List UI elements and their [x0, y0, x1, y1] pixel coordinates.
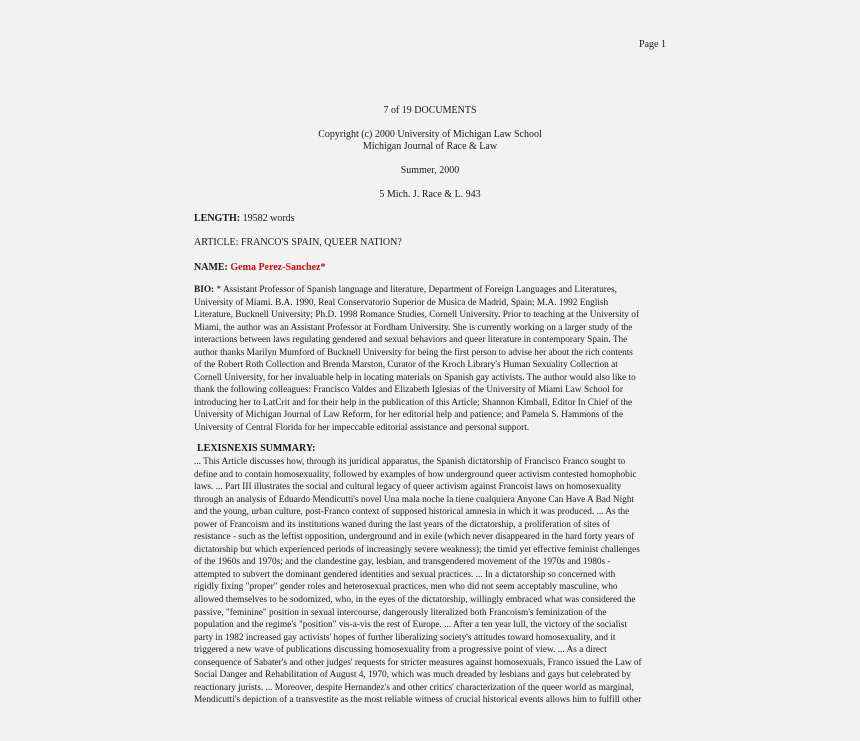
summary-line: rigidly fixing "proper" gender roles and heterosexual practices, men who did not seem acceptably masculine, who: [194, 582, 618, 593]
summary-line: of the 1960s and 1970s; and the clandestine gay, lesbian, and transgendered movement of the 1970s and 1980s -: [194, 557, 611, 568]
bio-line: Cornell University, for her invaluable help in locating materials on Spanish gay activists. The author would also like to: [194, 372, 636, 383]
summary-line: laws. ... Part III illustrates the social and cultural legacy of queer activism against Francoist laws on homosexuality: [194, 482, 622, 493]
document-count: 7 of 19 DOCUMENTS: [383, 105, 477, 116]
summary-line: Mendicutti's depiction of a transvestite as the most reliable witness of crucial historical events allows him to fulfill other: [194, 695, 642, 706]
article-title: ARTICLE: FRANCO'S SPAIN, QUEER NATION?: [194, 237, 402, 248]
summary-line: party in 1982 increased gay activists' hopes of further liberalizing society's attitudes toward homosexuality, and it: [194, 632, 616, 643]
citation: 5 Mich. J. Race & L. 943: [379, 189, 481, 200]
bio-line: author thanks Marilyn Mumford of Bucknell University for being the first person to advise her about the rich contents: [194, 347, 633, 358]
copyright-line: Copyright (c) 2000 University of Michigan Law School: [318, 129, 542, 140]
length-value: 19582 words: [240, 213, 295, 224]
summary-paragraph: [194, 456, 666, 707]
summary-line: reactionary jurists. ... Moreover, despite Hernandez's and other critics' characterization of the queer world as marginal,: [194, 682, 634, 693]
summary-line: Social Danger and Rehabilitation of August 4, 1970, which was much dreaded by lesbians and gays but celebrated by: [194, 670, 631, 681]
summary-heading: LEXISNEXIS SUMMARY:: [197, 443, 316, 454]
author-line: [194, 262, 325, 273]
summary-line: attempted to subvert the dominant gendered identities and sexual practices. ... In a dictatorship so concerned with: [194, 569, 616, 580]
bio-line: Miami, the author was an Assistant Professor at Fordham University. She is currently working on a larger study of the: [194, 322, 633, 333]
summary-line: passive, "feminine" position in sexual intercourse, dangerously literalized both Francoism's feminization of the: [194, 607, 607, 618]
name-label: NAME:: [194, 262, 228, 273]
bio-label: BIO:: [194, 285, 215, 295]
summary-line: ... This Article discusses how, through its juridical apparatus, the Spanish dictatorship of Francisco Franco sought to: [194, 457, 626, 467]
summary-line: and the young, urban culture, post-Franco context of supposed historical amnesia in which it was produced. ... As the: [194, 507, 630, 518]
bio-line: thank the following colleagues: Francisco Valdes and Elizabeth Iglesias of the University of Miami Law School for: [194, 385, 623, 396]
summary-line: resistance - such as the leftist opposition, underground and in exile (which never disappeared in the hard forty years of: [194, 532, 635, 543]
summary-line: consequence of Sabater's and other judges' requests for stricter measures against homosexuals, Franco issued the Law of: [194, 657, 642, 668]
bio-line: University of Miami. B.A. 1990, Real Conservatorio Superior de Musica de Madrid, Spain; M.A. 1992 English: [194, 297, 609, 308]
bio-line: University of Central Florida for her impeccable editorial assistance and personal support.: [194, 423, 530, 434]
issue-season: Summer, 2000: [400, 165, 460, 176]
bio-line: interactions between laws regulating gendered and sexual behaviors and queer literature in contemporary Spain. The: [194, 335, 628, 346]
journal-name: Michigan Journal of Race & Law: [362, 141, 498, 152]
bio-line: University of Michigan Journal of Law Reform, for her editorial help and patience; and Pamela S. Hammons of the: [194, 410, 624, 421]
summary-line: dictatorship but which experienced periods of increasingly severe weakness); the timid yet effective feminist challenges: [194, 544, 640, 555]
length-label: LENGTH:: [194, 213, 241, 224]
bio-paragraph: [194, 284, 666, 435]
page-number: Page 1: [639, 39, 666, 50]
length-line: [194, 213, 295, 224]
summary-line: define and to contain homosexuality, followed by examples of how underground queer activism contested homophobic: [194, 469, 637, 480]
summary-line: power of Francoism and its institutions waned during the last years of the dictatorship, a proliferation of sites of: [194, 519, 610, 530]
summary-line: allowed themselves to be sodomized, who, in the eyes of the dictatorship, willingly embraced what was considered the: [194, 595, 636, 606]
author-name: Gema Perez-Sanchez*: [227, 262, 326, 273]
bio-line: introducing her to LatCrit and for their help in the publication of this Article; Shannon Kimball, Editor In Chief of the: [194, 397, 633, 408]
summary-line: triggered a new wave of publications discussing homosexuality from a progressive point of view. ... As a direct: [194, 645, 607, 656]
summary-line: population and the regime's "position" vis-a-vis the rest of Europe. ... After a ten year lull, the victory of the socialist: [194, 620, 627, 631]
bio-line: BIO: * Assistant Professor of Spanish language and literature, Department of Foreign Languages and Literatures,: [194, 285, 617, 295]
bio-line: Literature, Bucknell University; Ph.D. 1998 Romance Studies, Cornell University. Prior to teaching at the University of: [194, 310, 640, 321]
summary-line: through an analysis of Eduardo Mendicutti's novel Una mala noche la tiene cualquiera Anyone Can Have A Bad Night: [194, 494, 635, 505]
bio-line: of the Robert Roth Collection and Brenda Marston, Curator of the Kroch Library's Human Sexuality Collection at: [194, 360, 618, 371]
